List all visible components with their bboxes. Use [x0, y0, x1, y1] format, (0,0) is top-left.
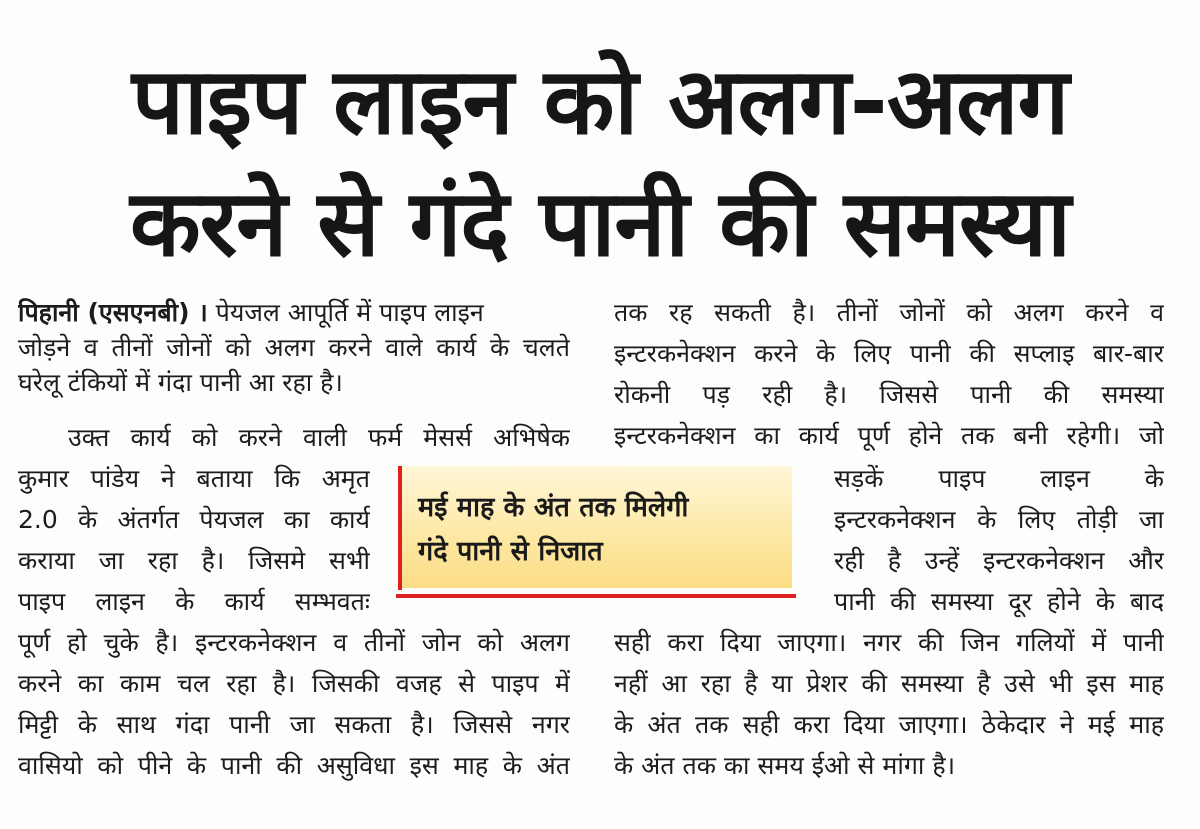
dateline: पिहानी (एसएनबी) । [18, 298, 208, 327]
right-line-3: रोकनी पड़ रही है। जिससे पानी की समस्या [614, 380, 1164, 409]
left-line-9: पूर्ण हो चुके है। इन्टरकनेक्शन व तीनों जोन को अलग [18, 628, 570, 657]
callout-line-1: मई माह के अंत तक मिलेगी [418, 492, 689, 523]
headline-line-2: करने से गंदे पानी की समस्या [130, 170, 1070, 277]
left-line-5: कुमार पांडेय ने बताया कि अमृत [18, 464, 370, 493]
left-line-8: पाइप लाइन के कार्य सम्भवतः [18, 587, 370, 616]
right-line-7: रही है उन्हें इन्टरकनेक्शन और [834, 546, 1164, 575]
left-line-1-text: पेयजल आपूर्ति में पाइप लाइन [215, 298, 484, 327]
right-line-9: सही करा दिया जाएगा। नगर की जिन गलियों में पानी [614, 628, 1164, 657]
callout-bottom-rule [396, 594, 796, 598]
left-line-6: 2.0 के अंतर्गत पेयजल का कार्य [18, 505, 370, 534]
right-line-10: नहीं आ रहा है या प्रेशर की समस्या है उसे भी इस माह [614, 669, 1164, 698]
left-line-3: घरेलू टंकियों में गंदा पानी आ रहा है। [18, 368, 343, 397]
callout-left-rule [398, 466, 402, 590]
left-line-4: उक्त कार्य को करने वाली फर्म मेसर्स अभिषेक [68, 423, 570, 452]
right-line-2: इन्टरकनेक्शन करने के लिए पानी की सप्लाइ बार-बार [614, 339, 1164, 368]
left-line-12: वासियो को पीने के पानी की असुविधा इस माह के अंत [18, 751, 570, 780]
right-line-11: के अंत तक सही करा दिया जाएगा। ठेकेदार ने मई माह [614, 710, 1164, 739]
right-line-12: के अंत तक का समय ईओ से मांगा है। [614, 751, 956, 780]
right-line-8: पानी की समस्या दूर होने के बाद [834, 587, 1164, 616]
headline-line-1: पाइप लाइन को अलग-अलग [131, 48, 1069, 155]
right-line-1: तक रह सकती है। तीनों जोनों को अलग करने व [614, 298, 1164, 327]
right-line-6: इन्टरकनेक्शन के लिए तोड़ी जा [834, 505, 1164, 534]
left-line-2: जोड़ने व तीनों जोनों को अलग करने वाले कार्य के चलते [18, 333, 570, 362]
callout-line-2: गंदे पानी से निजात [418, 536, 603, 567]
left-line-1 [18, 296, 570, 330]
right-line-5: सड़कें पाइप लाइन के [834, 464, 1164, 493]
left-line-10: करने का काम चल रहा है। जिसकी वजह से पाइप में [18, 669, 570, 698]
left-line-11: मिट्टी के साथ गंदा पानी जा सकता है। जिससे नगर [18, 710, 570, 739]
right-line-4: इन्टरकनेक्शन का कार्य पूर्ण होने तक बनी रहेगी। जो [614, 421, 1164, 450]
left-line-7: कराया जा रहा है। जिसमे सभी [18, 546, 370, 575]
